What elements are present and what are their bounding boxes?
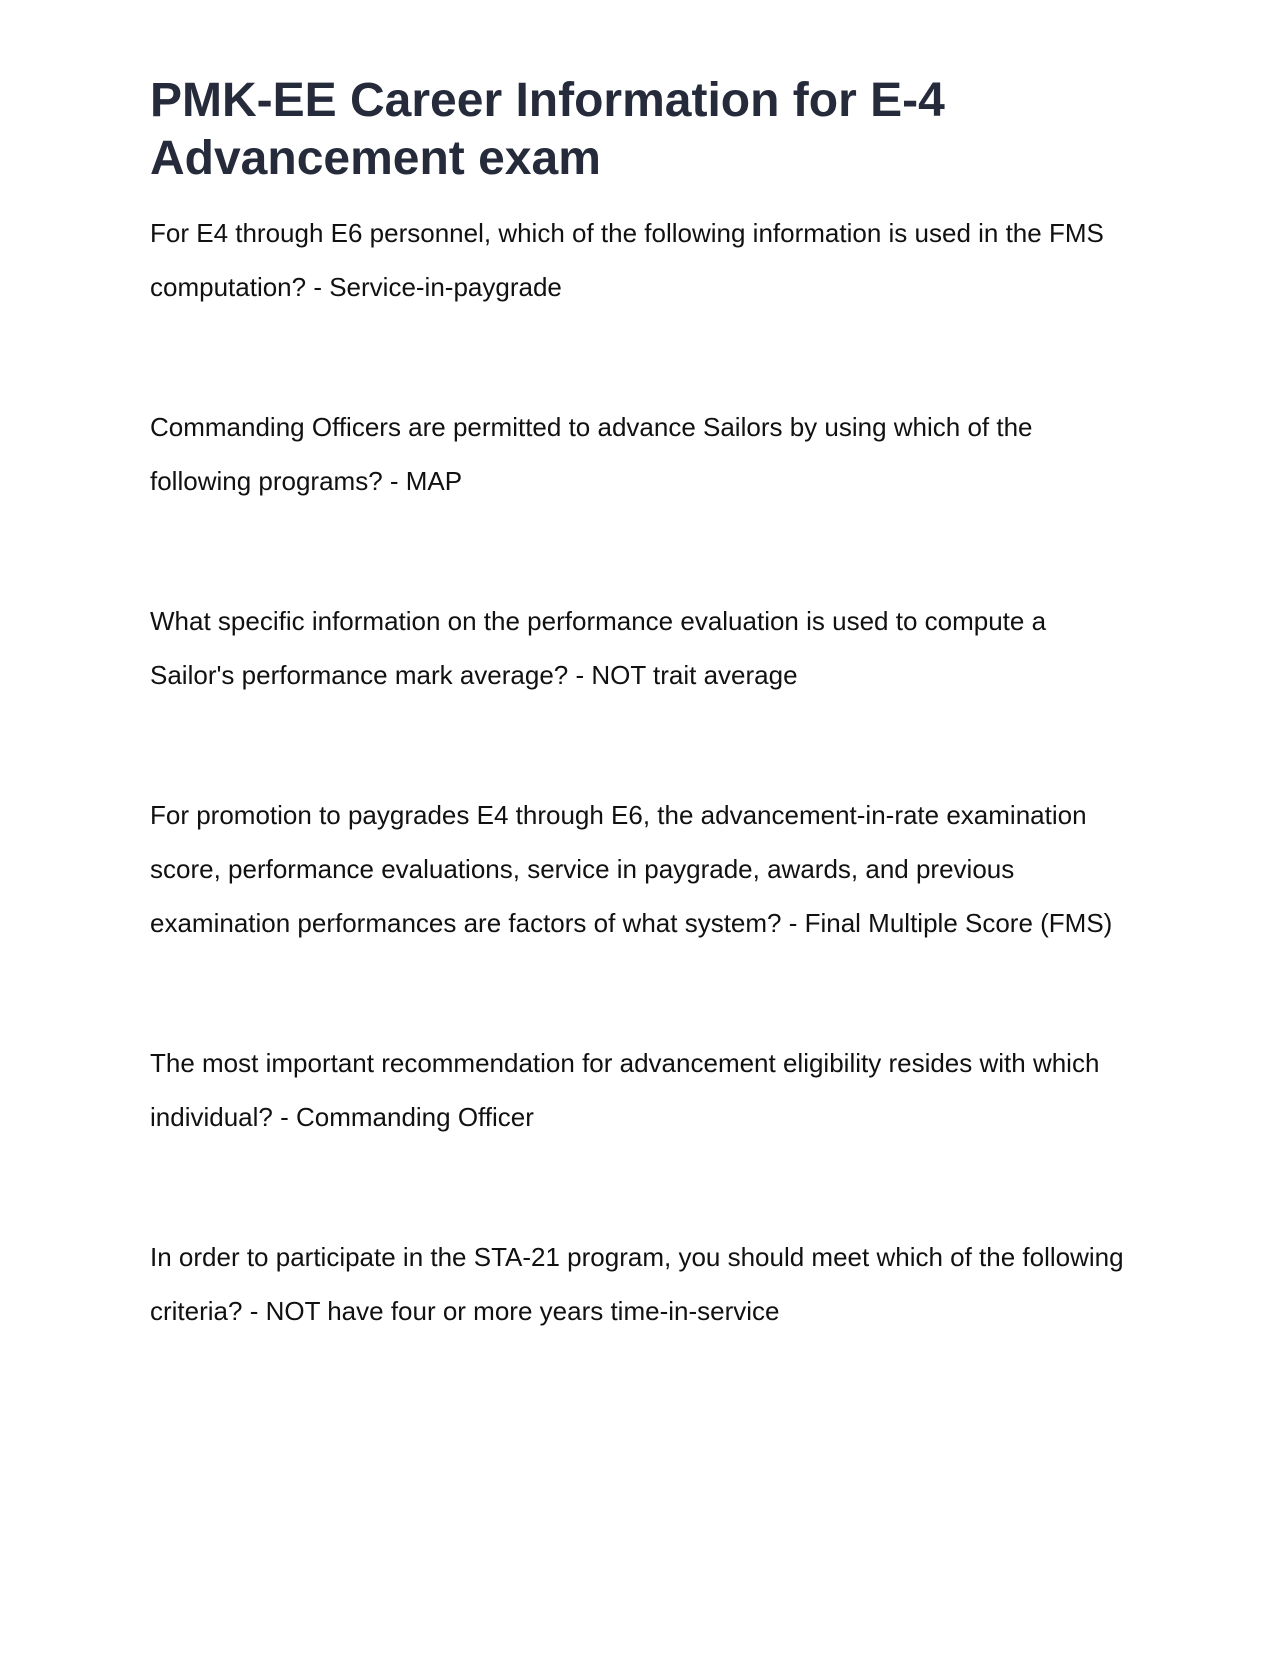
question-answer-1: For E4 through E6 personnel, which of the following information is used in the FMS computation? - Service-in-paygrade [150, 218, 1104, 302]
question-answer-3: What specific information on the performance evaluation is used to compute a Sailor's performance mark average? - NOT trait average [150, 606, 1047, 690]
document-page [150, 72, 1130, 1424]
page-title: PMK-EE Career Information for E-4 Advancement exam [150, 74, 945, 185]
question-answer-6: In order to participate in the STA-21 program, you should meet which of the following criteria? - NOT have four or more years time-in-service [150, 1242, 1124, 1326]
question-answer-5: The most important recommendation for advancement eligibility resides with which individual? - Commanding Officer [150, 1048, 1100, 1132]
question-answer-2: Commanding Officers are permitted to advance Sailors by using which of the following programs? - MAP [150, 412, 1033, 496]
question-answer-4: For promotion to paygrades E4 through E6, the advancement-in-rate examination score, performance evaluations, service in paygrade, awards, and previous examination performances are factors of what system? - Final Multiple Score (FMS) [150, 800, 1113, 938]
